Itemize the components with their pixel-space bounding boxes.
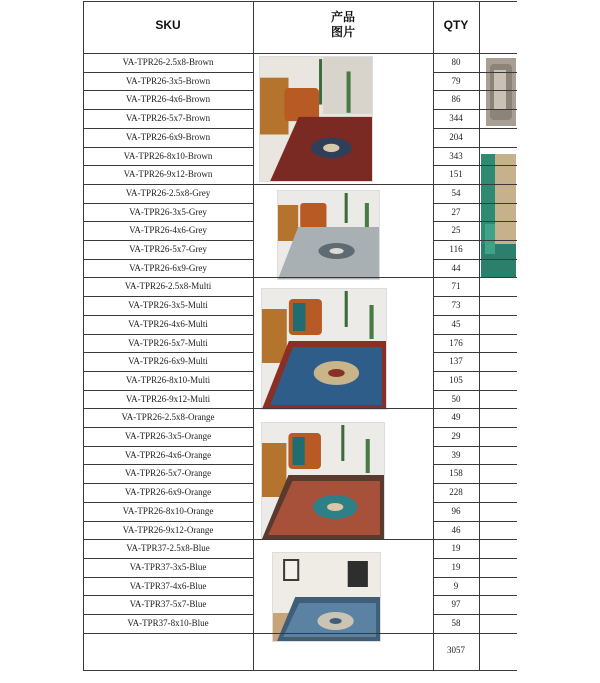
qty-cell: 96 — [451, 506, 461, 516]
sku-cell: VA-TPR26-2.5x8-Multi — [124, 281, 212, 291]
qty-cell: 176 — [449, 338, 463, 348]
qty-cell: 9 — [453, 581, 459, 591]
qty-cell: 44 — [451, 263, 461, 273]
total-qty: 3057 — [447, 645, 465, 655]
sku-cell: VA-TPR26-4x6-Grey — [129, 225, 207, 235]
header-product-image — [253, 10, 433, 40]
sku-cell: VA-TPR26-2.5x8-Orange — [121, 412, 215, 422]
sku-cell: VA-TPR26-3x5-Grey — [129, 207, 207, 217]
sku-cell: VA-TPR26-9x12-Brown — [123, 169, 213, 179]
qty-cell: 343 — [449, 151, 463, 161]
qty-cell: 58 — [451, 618, 461, 628]
sku-cell: VA-TPR26-6x9-Grey — [129, 263, 207, 273]
sku-cell: VA-TPR26-5x7-Orange — [124, 468, 212, 478]
rug-scene-grey — [278, 191, 379, 279]
sku-cell: VA-TPR26-3x5-Multi — [128, 300, 208, 310]
header-sku: SKU — [155, 18, 181, 32]
sku-cell: VA-TPR26-2.5x8-Grey — [125, 188, 211, 198]
rug-scene-brown — [260, 57, 372, 181]
product-photo-blue — [272, 552, 381, 642]
sku-cell: VA-TPR26-6x9-Multi — [128, 356, 208, 366]
sku-cell: VA-TPR37-2.5x8-Blue — [126, 543, 210, 553]
header-product-line1: 产品 — [330, 10, 355, 24]
qty-cell: 79 — [451, 76, 461, 86]
grid-line — [253, 1, 254, 670]
qty-cell: 97 — [451, 599, 461, 609]
sku-cell: VA-TPR37-3x5-Blue — [129, 562, 207, 572]
sku-cell: VA-TPR26-5x7-Brown — [125, 113, 211, 123]
qty-cell: 45 — [451, 319, 461, 329]
product-photo-orange — [261, 422, 385, 540]
qty-cell: 105 — [449, 375, 463, 385]
sku-cell: VA-TPR26-5x7-Grey — [129, 244, 207, 254]
grid-line — [479, 1, 480, 670]
sku-cell: VA-TPR26-4x6-Brown — [125, 94, 211, 104]
sku-cell: VA-TPR37-4x6-Blue — [129, 581, 207, 591]
qty-cell: 29 — [451, 431, 461, 441]
qty-cell: 50 — [451, 394, 461, 404]
sku-cell: VA-TPR26-9x12-Multi — [125, 394, 211, 404]
product-photo-grey — [277, 190, 380, 280]
product-photo-brown — [259, 56, 373, 182]
rug-scene-multi — [262, 289, 386, 409]
qty-cell: 49 — [451, 412, 461, 422]
grid-line — [83, 1, 517, 2]
sku-cell: VA-TPR26-9x12-Orange — [122, 525, 214, 535]
sku-cell: VA-TPR26-5x7-Multi — [128, 338, 208, 348]
qty-cell: 54 — [451, 188, 461, 198]
qty-cell: 71 — [451, 281, 461, 291]
qty-cell: 158 — [449, 468, 463, 478]
qty-cell: 86 — [451, 94, 461, 104]
qty-cell: 228 — [449, 487, 463, 497]
sku-cell: VA-TPR37-8x10-Blue — [127, 618, 209, 628]
qty-cell: 151 — [449, 169, 463, 179]
sku-cell: VA-TPR26-8x10-Brown — [123, 151, 213, 161]
qty-cell: 116 — [449, 244, 463, 254]
sku-cell: VA-TPR26-4x6-Orange — [124, 450, 212, 460]
qty-cell: 344 — [449, 113, 463, 123]
product-photo-multi — [261, 288, 387, 410]
sku-cell: VA-TPR26-3x5-Brown — [125, 76, 211, 86]
qty-cell: 19 — [451, 543, 461, 553]
qty-cell: 46 — [451, 525, 461, 535]
grid-line — [83, 670, 517, 671]
sku-cell: VA-TPR26-6x9-Brown — [125, 132, 211, 142]
header-product-line2: 图片 — [330, 25, 355, 39]
rug-scene-blue — [273, 553, 380, 641]
qty-cell: 25 — [451, 225, 461, 235]
side-photo-rug-roll — [486, 58, 516, 126]
sku-cell: VA-TPR26-6x9-Orange — [124, 487, 212, 497]
grid-line — [83, 633, 517, 634]
qty-cell: 204 — [449, 132, 463, 142]
sku-cell: VA-TPR37-5x7-Blue — [129, 599, 207, 609]
qty-cell: 73 — [451, 300, 461, 310]
sku-cell: VA-TPR26-2.5x8-Brown — [122, 57, 214, 67]
qty-cell: 39 — [451, 450, 461, 460]
sku-cell: VA-TPR26-8x10-Multi — [125, 375, 211, 385]
rug-scene-orange — [262, 423, 384, 539]
qty-cell: 80 — [451, 57, 461, 67]
sku-cell: VA-TPR26-4x6-Multi — [128, 319, 208, 329]
qty-cell: 19 — [451, 562, 461, 572]
header-qty: QTY — [443, 18, 469, 32]
sku-cell: VA-TPR26-8x10-Orange — [122, 506, 214, 516]
qty-cell: 137 — [449, 356, 463, 366]
sku-cell: VA-TPR26-3x5-Orange — [124, 431, 212, 441]
qty-cell: 27 — [451, 207, 461, 217]
